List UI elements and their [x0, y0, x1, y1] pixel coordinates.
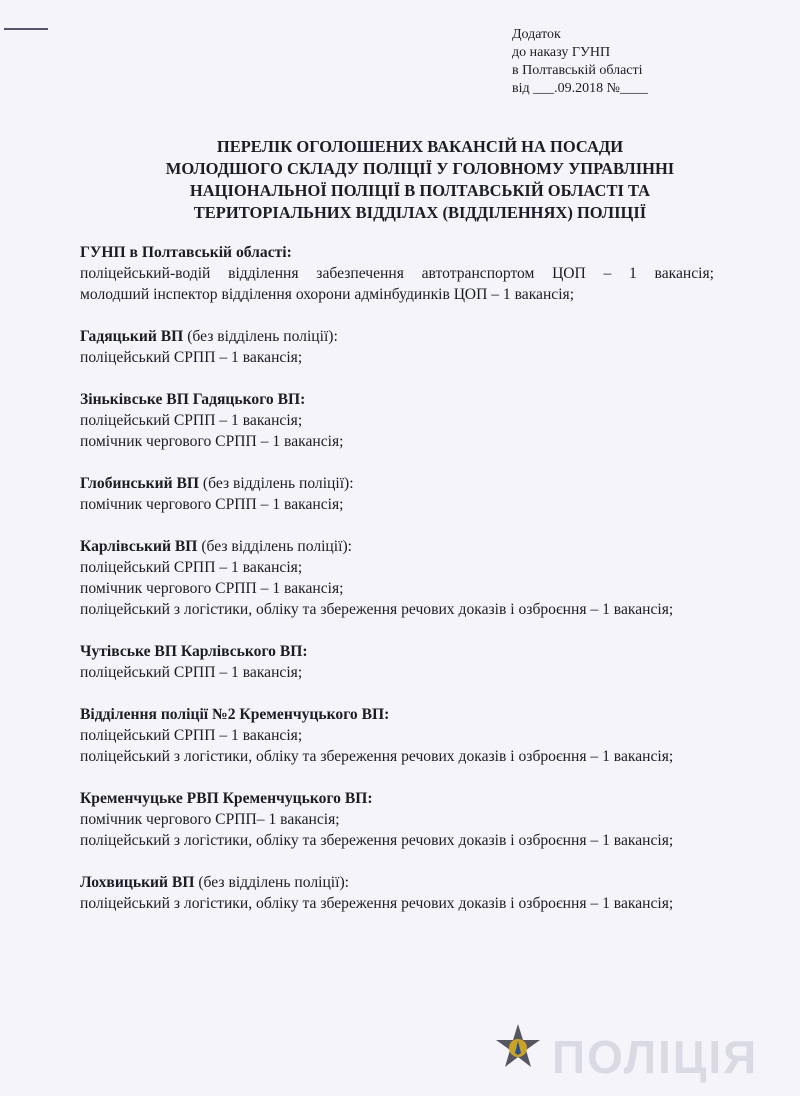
vacancy-item: поліцейський з логістики, обліку та збереження речових доказів і озброєння – 1 вакансія;: [80, 748, 674, 765]
section-hlobyne: [80, 473, 714, 515]
title-line: ТЕРИТОРІАЛЬНИХ ВІДДІЛАХ (ВІДДІЛЕННЯХ) ПОЛІЦІЇ: [193, 203, 647, 222]
title-line: ПЕРЕЛІК ОГОЛОШЕНИХ ВАКАНСІЙ НА ПОСАДИ: [216, 137, 624, 156]
unit-note: (без відділень поліції):: [194, 874, 349, 891]
vacancy-item: поліцейський з логістики, обліку та збереження речових доказів і озброєння – 1 вакансія;: [80, 895, 674, 912]
section-heading: [80, 473, 714, 494]
section-chutove: [80, 641, 714, 683]
unit-name: Кременчуцьке РВП Кременчуцького ВП:: [80, 790, 373, 807]
vacancy-item: поліцейський з логістики, обліку та збереження речових доказів і озброєння – 1 вакансія;: [80, 601, 674, 618]
police-star-icon: [492, 1022, 544, 1074]
vacancy-item: помічник чергового СРПП – 1 вакансія;: [80, 496, 344, 513]
addendum-line: до наказу ГУНП: [512, 45, 611, 60]
unit-note: (без відділень поліції):: [197, 538, 352, 555]
unit-note: (без відділень поліції):: [199, 475, 354, 492]
vacancy-item: помічник чергового СРПП – 1 вакансія;: [80, 433, 344, 450]
vacancy-list: [80, 242, 714, 935]
section-heading: [80, 872, 714, 893]
vacancy-item: поліцейський СРПП – 1 вакансія;: [80, 727, 303, 744]
section-heading: [80, 704, 714, 725]
unit-name: Чутівське ВП Карлівського ВП:: [80, 643, 308, 660]
section-lokhvytsia: [80, 872, 714, 914]
unit-name: Глобинський ВП: [80, 475, 200, 492]
police-watermark-text: ПОЛІЦІЯ: [552, 1031, 759, 1083]
title-line: МОЛОДШОГО СКЛАДУ ПОЛІЦІЇ У ГОЛОВНОМУ УПРАВЛІННІ: [165, 159, 675, 178]
section-kremenchuk-rvp: [80, 788, 714, 851]
vacancy-item: молодший інспектор відділення охорони адмінбудинків ЦОП – 1 вакансія;: [80, 286, 575, 303]
unit-name: Відділення поліції №2 Кременчуцького ВП:: [80, 706, 390, 723]
vacancy-item: поліцейський СРПП – 1 вакансія;: [80, 412, 303, 429]
section-heading: [80, 536, 714, 557]
section-heading: [80, 242, 714, 263]
section-heading: [80, 641, 714, 662]
section-kremenchuk-vp2: [80, 704, 714, 767]
addendum-line: в Полтавській області: [512, 63, 643, 78]
addendum-line: від ___.09.2018 №____: [512, 81, 648, 96]
section-hadiach: [80, 326, 714, 368]
title-line: НАЦІОНАЛЬНОЇ ПОЛІЦІЇ В ПОЛТАВСЬКІЙ ОБЛАСТІ ТА: [189, 181, 651, 200]
vacancy-item: поліцейський СРПП – 1 вакансія;: [80, 349, 303, 366]
unit-note: (без відділень поліції):: [183, 328, 338, 345]
unit-name: Лохвицький ВП: [80, 874, 195, 891]
vacancy-item: помічник чергового СРПП– 1 вакансія;: [80, 811, 340, 828]
vacancy-item: поліцейський СРПП – 1 вакансія;: [80, 664, 303, 681]
section-heading: [80, 389, 714, 410]
unit-name: ГУНП в Полтавській області:: [80, 244, 292, 261]
section-heading: [80, 326, 714, 347]
section-zinkiv: [80, 389, 714, 452]
addendum-line: Додаток: [512, 27, 561, 42]
unit-name: Карлівський ВП: [80, 538, 198, 555]
section-heading: [80, 788, 714, 809]
vacancy-item: помічник чергового СРПП – 1 вакансія;: [80, 580, 344, 597]
vacancy-item: поліцейський з логістики, обліку та збереження речових доказів і озброєння – 1 вакансія;: [80, 832, 674, 849]
document-title: [80, 136, 760, 224]
unit-name: Гадяцький ВП: [80, 328, 184, 345]
vacancy-item: поліцейський СРПП – 1 вакансія;: [80, 559, 303, 576]
vacancy-item: поліцейський-водій відділення забезпечення автотранспортом ЦОП – 1 вакансія;: [80, 265, 714, 282]
unit-name: Зіньківське ВП Гадяцького ВП:: [80, 391, 306, 408]
addendum-block: [512, 26, 772, 98]
section-gunp: [80, 242, 714, 305]
scan-mark: [4, 28, 48, 30]
section-karlivka: [80, 536, 714, 620]
